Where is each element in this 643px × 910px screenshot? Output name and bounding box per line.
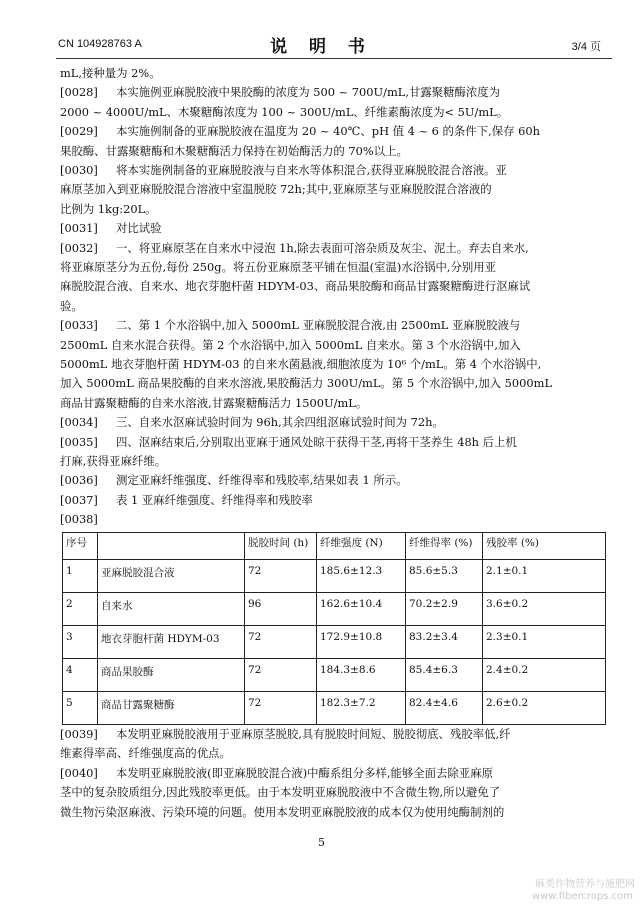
line-text: 三、自来水沤麻试验时间为 96h,其余四组沤麻试验时间为 72h。 (116, 415, 444, 430)
table-cell: 182.3±7.2 (317, 692, 406, 725)
text-line (60, 805, 504, 819)
watermark-url: www.fibercrops.com (531, 891, 633, 902)
paragraph-number: [0035] (60, 434, 98, 449)
paragraph-number: [0032] (60, 240, 98, 255)
line-text: 本实施例制备的亚麻脱胶液在温度为 20 ~ 40℃、pH 值 4 ~ 6 的条件下,保存 60h (116, 124, 540, 139)
table-cell: 172.9±10.8 (317, 626, 406, 659)
text-line (60, 124, 540, 138)
line-text: 2500mL 自来水混合获得。第 2 个水浴锅中,加入 5000mL 自来水。第 3 个水浴锅中,加入 (60, 337, 521, 352)
line-text: 微生物污染沤麻液、污染环境的问题。使用本发明亚麻脱胶液的成本仅为使用纯酶制剂的 (60, 804, 505, 819)
text-line (60, 279, 530, 293)
text-line (60, 260, 496, 274)
table-cell: 185.6±12.3 (317, 560, 406, 593)
line-text: mL,接种量为 2%。 (60, 66, 161, 80)
line-text: 加入 5000mL 商品果胶酶的自来水溶液,果胶酶活力 300U/mL。第 5 个水浴锅中,加入 5000mL (60, 376, 553, 391)
table-cell: 184.3±8.6 (317, 659, 406, 692)
table-header-cell: 序号 (63, 533, 98, 560)
text-line (60, 318, 520, 332)
line-text: 二、第 1 个水浴锅中,加入 5000mL 亚麻脱胶混合液,由 2500mL 亚麻脱胶液与 (116, 318, 521, 333)
table-cell: 72 (245, 560, 317, 593)
table-cell: 72 (245, 692, 317, 725)
table-header-cell: 脱胶时间 (h) (245, 533, 317, 560)
table-row (63, 560, 606, 593)
table-cell: 70.2±2.9 (406, 593, 483, 626)
paragraph-number: [0037] (60, 492, 98, 507)
text-line (60, 435, 517, 449)
table-row (63, 692, 606, 725)
text-line (60, 163, 507, 177)
table-cell: 85.6±5.3 (406, 560, 483, 593)
table-cell: 商品甘露聚糖酶 (98, 692, 245, 725)
line-text: 麻原茎加入到亚麻脱胶混合溶液中室温脱胶 72h;其中,亚麻原茎与亚麻脱胶混合溶液的 (60, 182, 492, 197)
text-line (60, 376, 552, 390)
paragraph-number: [0029] (60, 124, 98, 139)
table-cell: 3 (63, 626, 98, 659)
line-text: 果胶酶、甘露聚糖酶和木聚糖酶活力保持在初始酶活力的 70%以上。 (60, 143, 408, 158)
text-line (60, 473, 408, 487)
page-title: 说 明 书 (270, 37, 373, 57)
table-cell: 2.3±0.1 (483, 626, 606, 659)
header-divider (56, 58, 612, 59)
text-line (60, 182, 492, 196)
line-text: 商品甘露聚糖酶的自来水溶液,甘露聚糖酶活力 1500U/mL。 (60, 395, 368, 410)
line-text: 2000 ~ 4000U/mL、木聚糖酶浓度为 100 ~ 300U/mL、纤维素酶浓度为< 5U/mL。 (60, 104, 509, 119)
line-text: 麻脱胶混合液、自来水、地衣芽胞杆菌 HDYM-03、商品果胶酶和商品甘露聚糖酶进行沤麻试 (60, 279, 531, 294)
table-cell: 地衣芽胞杆菌 HDYM-03 (98, 626, 245, 659)
text-line (60, 202, 157, 216)
line-text: 测定亚麻纤维强度、纤维得率和残胶率,结果如表 1 所示。 (116, 473, 408, 488)
line-text: 维素得率高、纤维强度高的优点。 (60, 746, 231, 761)
paragraph-number: [0033] (60, 318, 98, 333)
line-text: 将亚麻原茎分为五份,每份 250g。将五份亚麻原茎平铺在恒温(室温)水浴锅中,分别用亚 (60, 260, 497, 274)
table-row (63, 626, 606, 659)
text-line (60, 338, 521, 352)
line-text: 茎中的复杂胶质组分,因此残胶率更低。由于本发明亚麻脱胶液中不含微生物,所以避免了 (60, 785, 501, 800)
paragraph-number: [0034] (60, 415, 98, 430)
table-cell: 85.4±6.3 (406, 659, 483, 692)
text-line (60, 66, 161, 80)
line-text: 本实施例亚麻脱胶液中果胶酶的浓度为 500 ~ 700U/mL,甘露聚糖酶浓度为 (116, 85, 501, 100)
line-text: 打麻,获得亚麻纤维。 (60, 454, 167, 468)
text-line (60, 746, 231, 760)
table-cell: 4 (63, 659, 98, 692)
table-header-cell: 纤维得率 (%) (406, 533, 483, 560)
table-cell: 96 (245, 593, 317, 626)
line-text: 5000mL 地衣芽胞杆菌 HDYM-03 的自来水菌悬液,细胞浓度为 10⁶ 个/mL。第 4 个水浴锅中, (60, 357, 542, 371)
table-header-cell: 残胶率 (%) (483, 533, 606, 560)
line-text: 对比试验 (116, 221, 162, 236)
line-text: 一、将亚麻原茎在自来水中浸泡 1h,除去表面可溶杂质及灰尘、泥土。弃去自来水, (116, 240, 529, 255)
text-line (60, 766, 493, 780)
table-body (63, 560, 606, 725)
paragraph-number: [0028] (60, 85, 98, 100)
table-cell: 亚麻脱胶混合液 (98, 560, 245, 593)
text-line (60, 241, 529, 255)
table-cell: 72 (245, 626, 317, 659)
text-line (60, 221, 162, 235)
watermark-site-name: 麻类作物营养与施肥网 (535, 879, 635, 890)
text-line (60, 357, 541, 371)
results-table (62, 532, 606, 725)
table-cell: 商品果胶酶 (98, 659, 245, 692)
table-row (63, 593, 606, 626)
text-line (60, 415, 444, 429)
table-row (63, 659, 606, 692)
line-text: 验。 (60, 298, 83, 313)
text-line (60, 454, 166, 468)
table-cell: 2 (63, 593, 98, 626)
paragraph-number: [0031] (60, 221, 98, 236)
paragraph-number: [0030] (60, 163, 98, 177)
text-line (60, 85, 500, 99)
table-cell: 83.2±3.4 (406, 626, 483, 659)
text-line (60, 105, 508, 119)
page-number: 5 (318, 836, 325, 849)
text-line (60, 396, 367, 410)
table-cell: 1 (63, 560, 98, 593)
table-cell: 72 (245, 659, 317, 692)
table-cell: 2.4±0.2 (483, 659, 606, 692)
text-line (60, 299, 83, 313)
text-line (60, 493, 313, 507)
table-cell: 2.1±0.1 (483, 560, 606, 593)
patent-number: CN 104928763 A (58, 38, 142, 50)
paragraph-number: [0036] (60, 473, 98, 488)
table-header-cell (98, 533, 245, 560)
table-cell: 82.4±4.6 (406, 692, 483, 725)
line-text: 比例为 1kg:20L。 (60, 201, 157, 216)
paragraph-number: [0038] (60, 512, 98, 527)
table-cell: 2.6±0.2 (483, 692, 606, 725)
text-line (60, 727, 511, 741)
table-cell: 5 (63, 692, 98, 725)
table-cell: 162.6±10.4 (317, 593, 406, 626)
line-text: 本发明亚麻脱胶液用于亚麻原茎脱胶,具有脱胶时间短、脱胶彻底、残胶率低,纤 (116, 727, 511, 741)
table-cell: 自来水 (98, 593, 245, 626)
text-line (60, 785, 500, 799)
paragraph-number: [0039] (60, 727, 98, 741)
text-line (60, 512, 116, 526)
line-text: 表 1 亚麻纤维强度、纤维得率和残胶率 (116, 492, 313, 507)
table-header-cell: 纤维强度 (N) (317, 533, 406, 560)
page-of: 3/4 页 (571, 41, 601, 53)
table-cell: 3.6±0.2 (483, 593, 606, 626)
line-text: 将本实施例制备的亚麻脱胶液与自来水等体积混合,获得亚麻脱胶混合溶液。亚 (116, 163, 507, 177)
text-line (60, 144, 408, 158)
line-text: 四、沤麻结束后,分别取出亚麻于通风处晾干获得干茎,再将干茎养生 48h 后上机 (116, 434, 517, 449)
table-header-row (63, 533, 606, 560)
line-text: 本发明亚麻脱胶液(即亚麻脱胶混合液)中酶系组分多样,能够全面去除亚麻原 (116, 765, 494, 780)
paragraph-number: [0040] (60, 765, 98, 780)
